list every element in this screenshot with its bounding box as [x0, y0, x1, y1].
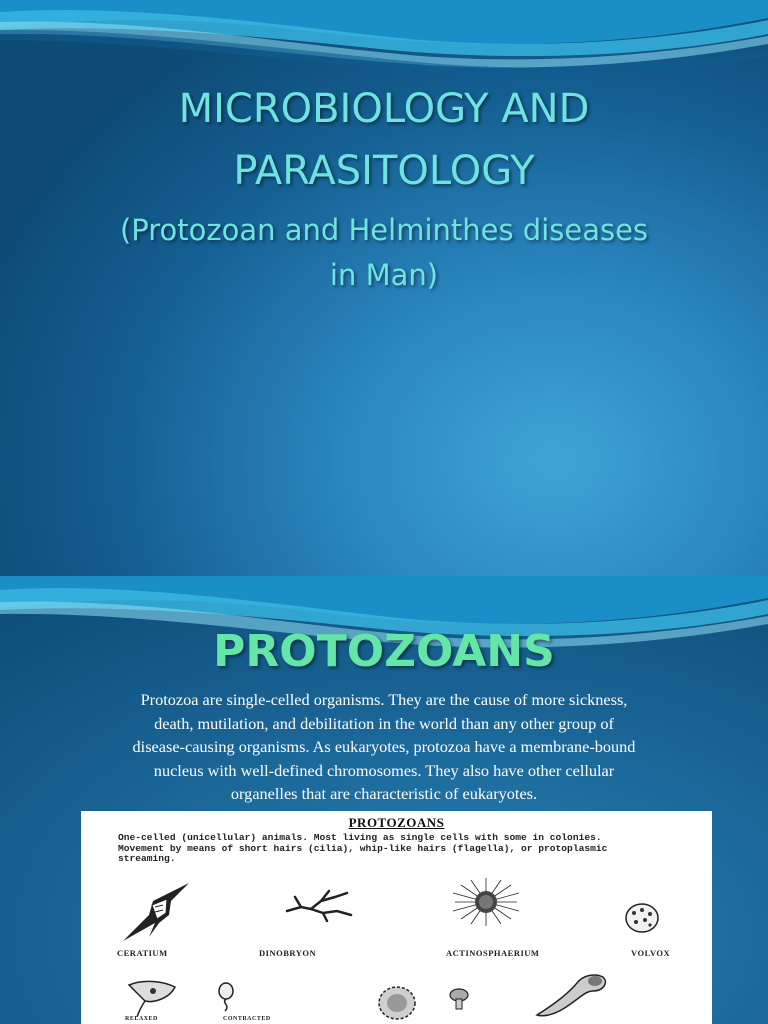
protozoan-small-illustration	[447, 987, 471, 1013]
figure-title: PROTOZOANS	[348, 815, 445, 830]
figure-description	[118, 833, 678, 865]
paragraph-line: nucleus with well-defined chromosomes. They also have other cellular	[153, 760, 615, 780]
paragraph-line: Protozoa are single-celled organisms. They are the cause of more sickness,	[140, 690, 628, 709]
relaxed-label: RELAXED	[125, 1016, 158, 1022]
protozoans-figure	[81, 811, 712, 1024]
volvox-label: VOLVOX	[631, 948, 671, 958]
protozoan-ciliate-illustration	[371, 981, 423, 1023]
paragraph-line: disease-causing organisms. As eukaryotes, protozoa have a membrane-bound	[132, 737, 636, 756]
main-title-line-1: MICROBIOLOGY AND	[178, 86, 590, 132]
dinobryon-label: DINOBRYON	[259, 948, 317, 958]
main-title	[0, 78, 768, 202]
actinosphaerium-illustration	[451, 877, 521, 927]
contracted-label: CONTRACTED	[223, 1016, 271, 1022]
section-title: PROTOZOANS	[213, 626, 555, 677]
dinobryon-illustration	[281, 885, 361, 925]
paragraph-line: organelles that are characteristic of eukaryotes.	[230, 784, 538, 803]
vorticella-relaxed-illustration	[123, 977, 183, 1019]
figure-text-line: Movement by means of short hairs (cilia), whip-like hairs (flagella), or protoplasmic	[118, 842, 608, 854]
subtitle	[0, 208, 768, 298]
volvox-illustration	[624, 901, 660, 935]
stentor-illustration	[533, 969, 613, 1019]
actinosphaerium-label: ACTINOSPHAERIUM	[446, 948, 540, 958]
wave-decoration	[0, 0, 768, 80]
paragraph-line: death, mutilation, and debilitation in the world than any other group of	[154, 713, 614, 733]
main-title-line-2: PARASITOLOGY	[233, 148, 535, 194]
description-paragraph	[40, 688, 728, 806]
figure-text-line: One-celled (unicellular) animals. Most living as single cells with some in colonies.	[118, 832, 602, 843]
vorticella-contracted-illustration	[213, 981, 239, 1013]
subtitle-line-2: in Man)	[329, 258, 439, 292]
ceratium-label: CERATIUM	[117, 948, 168, 958]
subtitle-line-1: (Protozoan and Helminthes diseases	[119, 213, 649, 247]
figure-text-line: streaming.	[118, 853, 176, 864]
ceratium-illustration	[119, 879, 199, 945]
